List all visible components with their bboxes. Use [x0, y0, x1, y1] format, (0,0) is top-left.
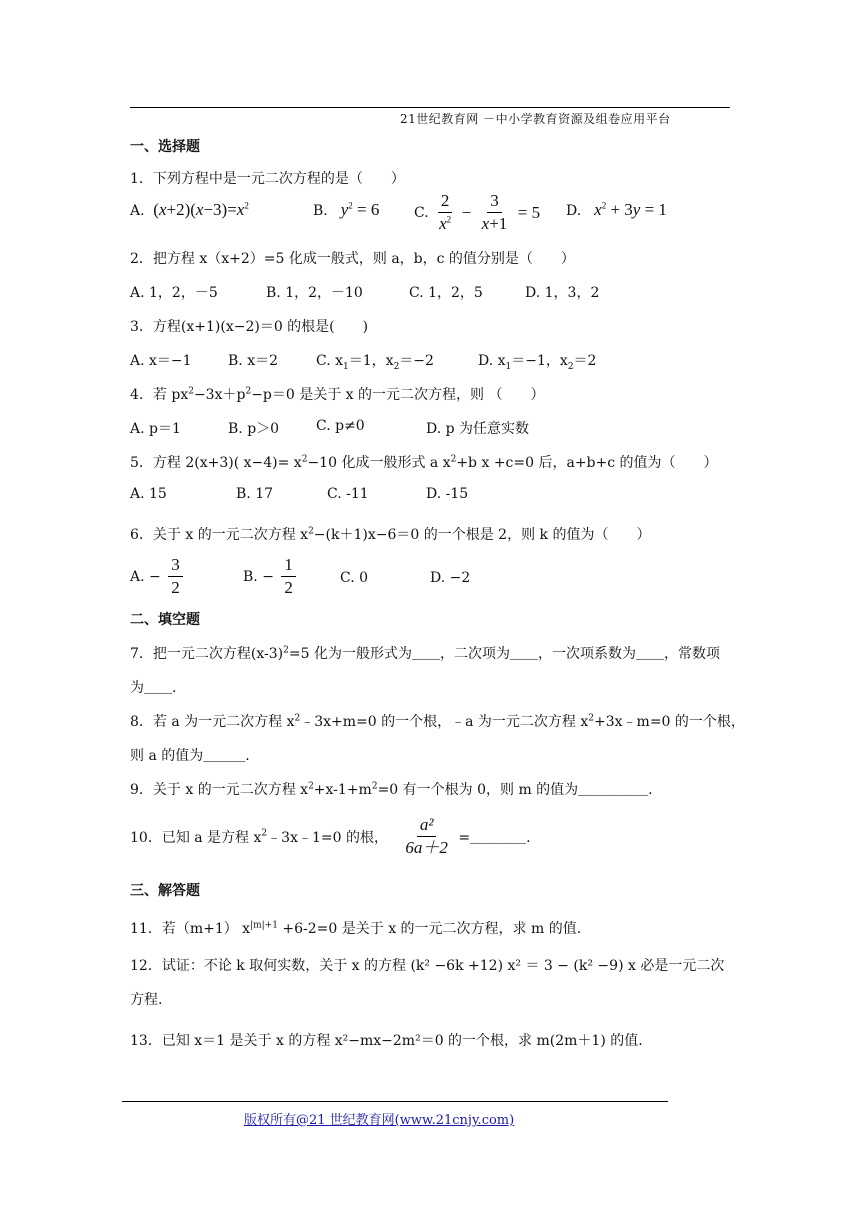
- question-1-stem: 1．下列方程中是一元二次方程的是（ ）: [130, 171, 405, 187]
- q5-option-c: C. -11: [327, 486, 369, 502]
- q6-option-a: A. − $\frac{3}{2}$: [130, 556, 186, 598]
- question-12-line2: 方程.: [130, 992, 163, 1008]
- q2-option-b: B. 1，2，－10: [266, 285, 363, 301]
- question-13: 13．已知 x＝1 是关于 x 的方程 x²−mx−2m²＝0 的一个根，求 m(2m＋1) 的值.: [130, 1033, 643, 1049]
- q6-option-c: C. 0: [340, 570, 369, 586]
- q3-option-c: C. $x_1=1$，$x_2=-2$: [316, 353, 434, 372]
- q3-option-a: A. x＝−1: [130, 353, 192, 369]
- header-rule: [130, 107, 730, 108]
- q1-option-a: A. $(x+2)(x-3)=x^2$: [130, 200, 249, 219]
- section-title-choice: 一、选择题: [130, 139, 200, 155]
- q2-option-c: C. 1，2，5: [409, 285, 483, 301]
- q5-option-b: B. 17: [236, 486, 274, 502]
- question-7-line1: 7．把一元二次方程$(x-3)^2=5$ 化为一般形式为＿＿，二次项为＿＿，一次项系数为＿＿，常数项: [130, 645, 720, 662]
- question-2-stem: 2．把方程 x（x+2）=5 化成一般式，则 a，b，c 的值分别是（ ）: [130, 251, 575, 267]
- q5-option-d: D. -15: [426, 486, 469, 502]
- q3-option-d: D. $x_1=-1$，$x_2=2$: [478, 353, 597, 372]
- question-4-stem: 4．若 $px^2-3x+p^2-p=0$ 是关于 x 的一元二次方程，则 （ ）: [130, 386, 545, 403]
- section-title-fill: 二、填空题: [130, 612, 200, 628]
- q2-option-d: D. 1，3，2: [525, 285, 600, 301]
- q2-option-a: A. 1，2，－5: [130, 285, 218, 301]
- q4-option-d: D. p 为任意实数: [426, 421, 530, 437]
- question-8-line1: 8．若 a 为一元二次方程 $x^2﹣3x+m=0$ 的一个根，﹣a 为一元二次方程 $x^2+3x﹣m=0$ 的一个根，: [130, 713, 745, 730]
- question-7-line2: 为＿＿.: [130, 680, 177, 696]
- q1-option-c: C. $\frac{2}{x^2}$ − $\frac{3}{x+1}$ = 5: [414, 191, 541, 233]
- question-8-line2: 则 a 的值为＿＿＿.: [130, 748, 250, 764]
- q6-option-d: D. −2: [430, 570, 471, 586]
- question-3-stem: 3．方程(x+1)(x−2)＝0 的根是( ): [130, 319, 369, 335]
- q4-option-c: C. p≠0: [316, 418, 365, 434]
- question-9: 9．关于 x 的一元二次方程 $x^2+x-1+m^2=0$ 有一个根为 0，则 m 的值为＿＿＿＿＿.: [130, 781, 653, 798]
- footer-copyright-link[interactable]: 版权所有@21 世纪教育网(www.21cnjy.com): [244, 1113, 515, 1128]
- q4-option-a: A. p＝1: [130, 421, 181, 437]
- q4-option-b: B. p＞0: [228, 421, 280, 437]
- question-5-stem: 5．方程 2(x+3)( $x-4)= x^2-10$ 化成一般形式 a $x^2+b$ x +c=0 后，a+b+c 的值为（ ）: [130, 454, 718, 471]
- question-6-stem: 6．关于 x 的一元二次方程 $x^2-(k+1)x-6=0$ 的一个根是 2，则 k 的值为（ ）: [130, 526, 651, 543]
- q5-option-a: A. 15: [130, 486, 167, 502]
- question-10: 10．已知 a 是方程 $x^2﹣3x﹣1=0$ 的根， $\frac{\text{a²}}{6a+2}$ =＿＿＿＿.: [130, 815, 531, 857]
- header-text: 21世纪教育网 －中小学教育资源及组卷应用平台: [400, 112, 671, 126]
- q1-option-b: B. $y^2 = 6$: [313, 200, 380, 219]
- footer-rule: [122, 1101, 668, 1102]
- question-12-line1: 12．试证：不论 k 取何实数，关于 x 的方程 (k² −6k +12) x² ＝ 3 − (k² −9) x 必是一元二次: [130, 958, 725, 974]
- q1-option-d: D. $x^2 + 3y = 1$: [566, 200, 667, 219]
- q6-option-b: B. − $\frac{1}{2}$: [243, 556, 299, 598]
- q10-fraction: $\frac{\text{a²}}{6a+2}$: [405, 815, 448, 857]
- section-title-solve: 三、解答题: [130, 883, 200, 899]
- question-11: 11．若（m+1） $x^{|m|+1} +6-2=0$ 是关于 x 的一元二次方程，求 m 的值.: [130, 920, 582, 937]
- q3-option-b: B. x＝2: [228, 353, 278, 369]
